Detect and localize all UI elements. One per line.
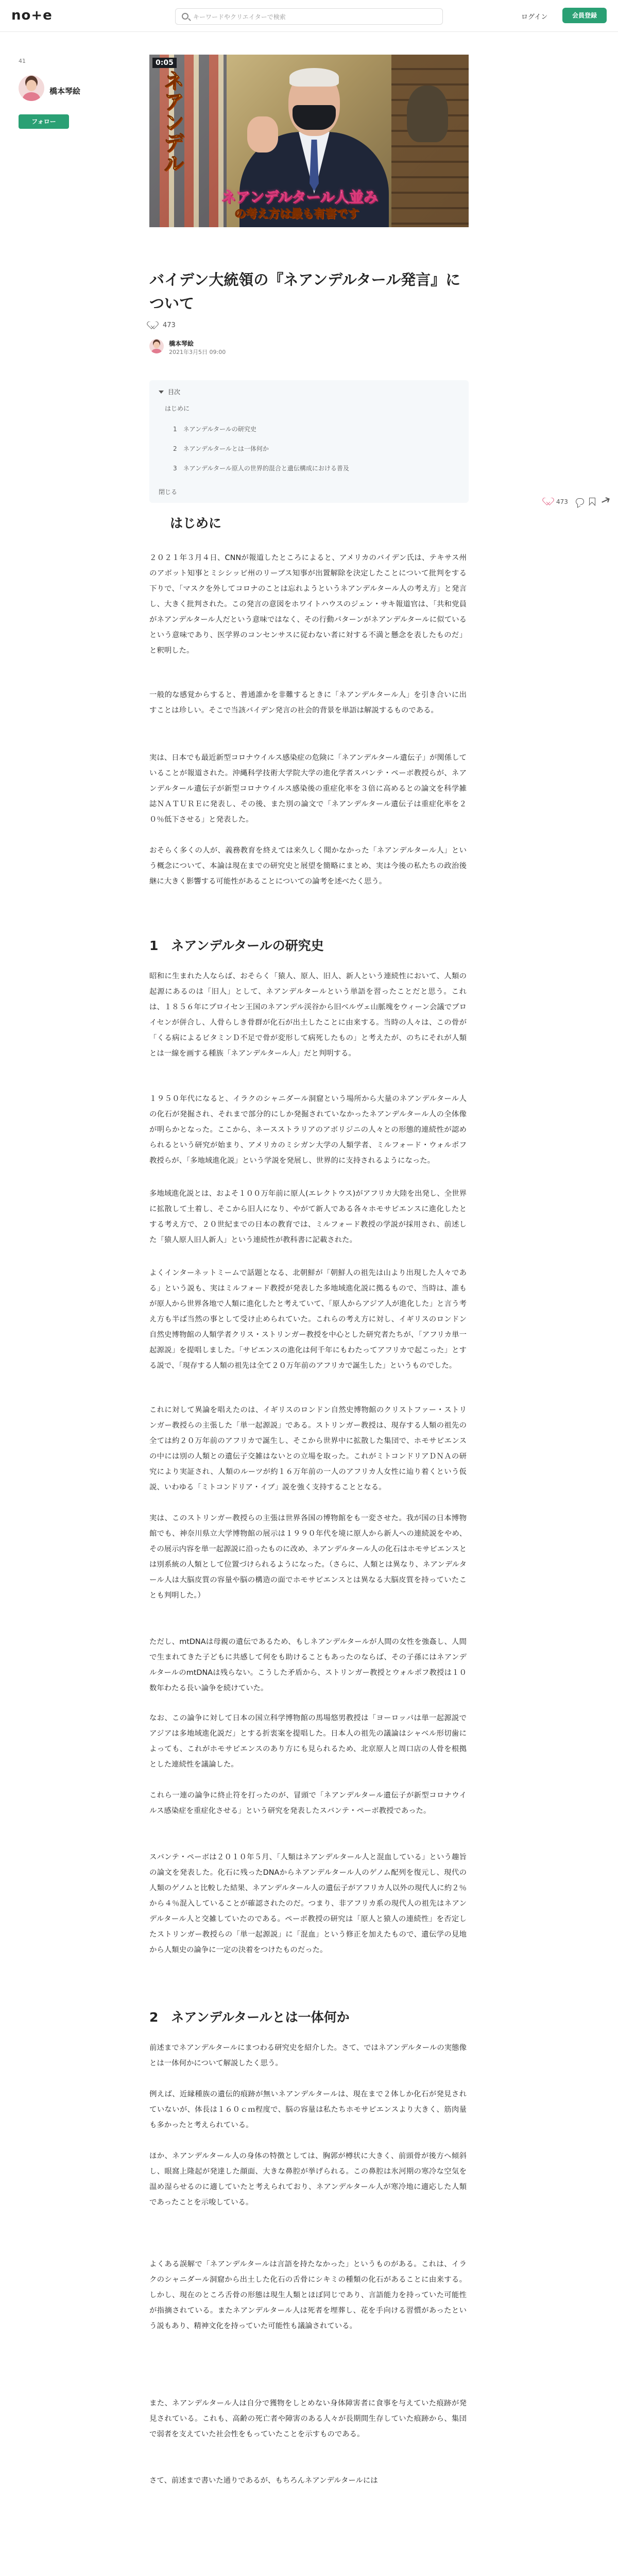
paragraph: おそらく多くの人が、義務教育を終えては来久しく聞かなかった「ネアンデルタール人」という概念について、本論は現在までの研究史と展望を簡略にまとめ、実は今後の私たちの政治後継に大きく影響する可能性があることについての論考を述べたく思う。 (149, 846, 467, 886)
chevron-down-icon (159, 391, 164, 394)
paragraph: よくある誤解で「ネアンデルタールは言語を持たなかった」というものがある。これは、イラクのシャニダール洞窟から出土した化石の舌骨にシキミの種類の化石があることに由来する。しかし、現在のところ舌骨の形態は現生人類とほぼ同じであり、言語能力を持っていた可能性が指摘されている。またネアンデルタール人は死者を埋葬し、花を手向ける習慣があったという説もあり、精神文化を持っていた可能性も議論されている。 (149, 2260, 467, 2330)
toc-close-button[interactable]: 閉じる (159, 488, 178, 496)
section-heading: はじめに (170, 516, 222, 531)
search-icon (182, 13, 188, 20)
paragraph: ほか、ネアンデルタール人の身体の特徴としては、胸郭が樽状に大きく、前頭骨が後方へ傾斜し、眼窩上隆起が発達した顔面、大きな鼻腔が挙げられる。この鼻腔は氷河期の寒冷な空気を温め湿らせるのに適していたと考えられており、ネアンデルタール人が寒冷地に適応した人類であったことを示唆している。 (149, 2152, 467, 2207)
table-of-contents (149, 380, 469, 503)
paragraph: ２０２１年３月４日、CNNが報道したところによると、アメリカのバイデン氏は、テキサス州のアボット知事とミシシッピ州のリーブス知事が出置解除を決定したことについて批判をする下りで、「マスクを外してコロナのことは忘れようというネアンデルタール人の考え方」と発言し、大きく批判された。この発言の意図をホワイトハウスのジェン・サキ報道官は、「共和党員がネアンデルタール人だという意味ではなく、その行動パターンがネアンデルタールに似ているという意味であり、医学界のコンセンサスに従わない者に対する不満と懸念を表したものだ」と釈明した。 (149, 554, 467, 655)
author-name[interactable]: 橋本琴絵 (169, 340, 194, 347)
search-input[interactable] (193, 12, 435, 22)
author-avatar[interactable] (149, 339, 164, 353)
paragraph: これら一連の論争に終止符を打ったのが、冒頭で「ネアンデルタール遺伝子が新型コロナウイルス感染症を重症化させる」という研究を発表したスバンテ・ペーボ教授であった。 (149, 1791, 467, 1815)
toc-item[interactable]: 2 ネアンデルタールとは一体何か (173, 445, 269, 452)
share-icon[interactable] (602, 499, 609, 503)
sidebar-author-name[interactable]: 橋本琴絵 (49, 87, 81, 96)
site-header (0, 0, 618, 32)
paragraph: 実は、このストリンガー教授らの主張は世界各国の博物館をも一変させた。我が国の日本博物館でも、神奈川県立大学博物館の展示は１９９０年代を境に原人から新人への連続説をやめ、その展示内容を単一起源説に沿ったものに改め、ネアンデルタール人の化石はホモサピエンスとは別系統の人類として位置づけられるようになった。（さらに、人類とは異なり、ネアンデルタール人は大脳皮質の容量や脳の構造の面でホモサピエンスとは異なる大脳皮質を持っていたことも判明した。） (149, 1514, 467, 1600)
hero-vertical-text: ネアンデル (160, 70, 184, 173)
section-heading: 1 ネアンデルタールの研究史 (149, 938, 324, 953)
paragraph: １９５０年代になると、イラクのシャニダール洞窟という場所から大量のネアンデルタール人の化石が発掘され、それまで部分的にしか発掘されていなかったネアンデルタール人の全体像が明らかとなった。ここから、ネースストラリアのアボリジニの人々との形態的連続性が認められるという研究が始まり、アメリカのミシガン大学の人類学者、ミルフォード・ウォルポフ教授らが、「多地域進化説」という学説を発展し、世界的に支持されるようになった。 (149, 1095, 467, 1165)
follow-button[interactable]: フォロー (19, 114, 69, 129)
paragraph: よくインターネットミームで話題となる、北朝鮮が「朝鮮人の祖先は山より出現した人々である」という説も、実はミルフォード教授が発表した多地域進化説に拠るもので、当時は、誰もが原人から世界各地で人類に進化したと考えていて、「原人からアジア人が進化した」と言う考え方も半ば当然の事として受け止められていた。これらの考え方に対し、イギリスのロンドン自然史博物館の人類学者クリス・ストリンガー教授を中心とした研究者たちが、「アフリカ単一起源説」を提唱しました。「サピエンスの進化は何千年にもわたってアフリカで起こった」とする説で、「現存する人類の祖先は全て２０万年前のアフリカで誕生した」というものでした。 (149, 1269, 467, 1370)
signup-button[interactable]: 会員登録 (562, 8, 607, 23)
article-author[interactable] (149, 338, 304, 357)
paragraph: また、ネアンデルタール人は自分で獲物をしとめない身体障害者に食事を与えていた痕跡が発見されている。これも、高齢の死亡者や障害のある人々が長期間生存していた痕跡から、集団で弱者を支えていた社会性をもっていたことを示すものである。 (149, 2399, 467, 2438)
article-title: バイデン大統領の『ネアンデルタール発言』について (149, 271, 461, 312)
paragraph: なお、この論争に対して日本の国立科学博物館の馬場悠男教授は「ヨーロッパは単一起源説でアジアは多地域進化説だ」とする折衷案を提唱した。日本人の祖先の議論はシャベル形切歯によっても、これがホモサピエンスのあり方にも見られるため、北京原人と周口店の人骨を根拠とした連続性を議論した。 (149, 1714, 467, 1769)
publish-date: 2021年3月5日 09:00 (169, 349, 226, 355)
paragraph: さて、前述まで書いた通りであるが、もちろんネアンデルタールには (149, 2477, 378, 2485)
paragraph: 昭和に生まれた人ならば、おそらく「猿人、原人、旧人、新人という連続性において、人類の起源にあるのは「旧人」として、ネアンデルタールという単語を習ったことだと思う。これは、１８５６年にプロイセン王国のネアンデル渓谷から旧ベルヴェ山脈塊をウィーン会議でプロイセンが併合し、人骨らしき骨群が化石が出土したことに由来する。当時の人々は、この骨が「くる病によるビタミンＤ不足で骨が変形して病死したもの」と考えたが、のちにそれが人類とは一線を画する種族「ネアンデルタール人」だと判明する。 (149, 972, 467, 1058)
login-link[interactable]: ログイン (521, 13, 548, 21)
hero-caption-1: ネアンデルタール人並み (221, 189, 378, 206)
hero-tag: 0:05 (152, 58, 177, 68)
toc-item[interactable]: 3 ネアンデルタール原人の世界的混合と遺伝構成における普及 (173, 465, 349, 472)
sidebar-label: 41 (19, 58, 26, 64)
hero-image (149, 55, 469, 227)
paragraph: ただし、mtDNAは母親の遺伝であるため、もしネアンデルタールが人間の女性を強姦し、人間で生まれてきた子どもに共感して何をも助けることもあったのならば、その子孫にはネアンデルタールのmtDNAは残らない。こうした矛盾から、ストリンガー教授とウォルポフ教授は１０数年わたる長い論争を続けていた。 (149, 1638, 467, 1692)
paragraph: これに対して異論を唱えたのは、イギリスのロンドン自然史博物館のクリストファー・ストリンガー教授らの主張した「単一起源説」である。ストリンガー教授は、現存する人類の祖先の全ては約２０万年前のアフリカで誕生し、そこから世界中に拡散した集団で、ホモサピエンスの中には別の人類との遺伝子交雑はないとの立場を取った。これがミトコンドリアＤＮＡの研究により実証され、人類のルーツが約１６万年前の一人のアフリカ人女性に辿り着くという仮説、いわゆる「ミトコンドリア・イブ」説を強く支持することとなる。 (149, 1406, 467, 1492)
paragraph: 例えば、近縁種族の遺伝的痕跡が無いネアンデルタールは、現在まで２体しか化石が発見されていないが、体長は１６０ｃｍ程度で、脳の容量は私たちホモサピエンスより大きく、筋肉量も多かったと考えられている。 (149, 2090, 467, 2129)
heart-icon[interactable] (545, 498, 553, 506)
heart-icon[interactable] (149, 321, 158, 330)
bookmark-icon[interactable] (589, 498, 595, 506)
comment-icon[interactable] (576, 498, 584, 505)
paragraph: 実は、日本でも最近新型コロナウイルス感染症の危険に「ネアンデルタール遺伝子」が関係していることが報道された。沖縄科学技術大学院大学の進化学者スバンテ・ペーボ教授らが、ネアンデルタール遺伝子が新型コロナウイルス感染後の重症化率を３倍に高めるとの論文を科学雑誌ＮＡＴＵＲＥに発表し、その後、また別の論文で「ネアンデルタール遺伝子は重症化率を２０％低下させる」と発表した。 (149, 754, 467, 824)
toc-item[interactable]: 1 ネアンデルタールの研究史 (173, 426, 256, 433)
site-logo[interactable]: no+e (11, 8, 53, 23)
like-count: 473 (163, 321, 176, 329)
section-heading: 2 ネアンデルタールとは一体何か (149, 2010, 350, 2025)
avatar[interactable] (19, 75, 44, 101)
paragraph: 一般的な感覚からすると、普通誰かを非難するときに「ネアンデルタール人」を引き合いに出すことは珍しい。そこで当該バイデン発言の社会的背景を単語は解説するものである。 (149, 691, 467, 715)
paragraph: スバンテ・ペーボは２０１０年５月、「人類はネアンデルタール人と混血している」という趣旨の論文を発表した。化石に残ったDNAからネアンデルタール人のゲノム配列を復元し、現代の人類のゲノムと比較した結果、ネアンデルタール人の遺伝子がアフリカ人以外の現代人に約２％から４％混入していることが確認されたのだ。つまり、非アフリカ系の現代人の祖先はネアンデルタール人と交雑していたのである。ペーボ教授の研究は「原人と猿人の連続性」を否定したストリンガー教授らの「単一起源説」に「混血」という修正を加えたもので、遺伝学の見地から人類史の論争に一定の決着をつけたものだった。 (149, 1853, 467, 1954)
toc-item[interactable]: はじめに (165, 405, 190, 412)
hero-caption-2: の考え方は最も有害です (234, 208, 359, 221)
toc-heading[interactable]: 目次 (159, 387, 180, 396)
floating-actions (545, 496, 612, 508)
float-like-count: 473 (556, 498, 568, 505)
paragraph: 前述までネアンデルタールにまつわる研究史を紹介した。さて、ではネアンデルタールの実態像とは一体何かについて解説したく思う。 (149, 2044, 467, 2067)
paragraph: 多地域進化説とは、およそ１００万年前に原人(エレクトウス)がアフリカ大陸を出発し、全世界に拡散して土着し、そこから旧人になり、やがて新人である各々ホモサピエンスに進化したとする考え方で、２０世紀までの日本の教育では、ミルフォード教授の学説が採用され、前述した「猿人原人旧人新人」という連続性が教科書に記載された。 (149, 1190, 467, 1244)
search-box[interactable] (175, 8, 443, 25)
